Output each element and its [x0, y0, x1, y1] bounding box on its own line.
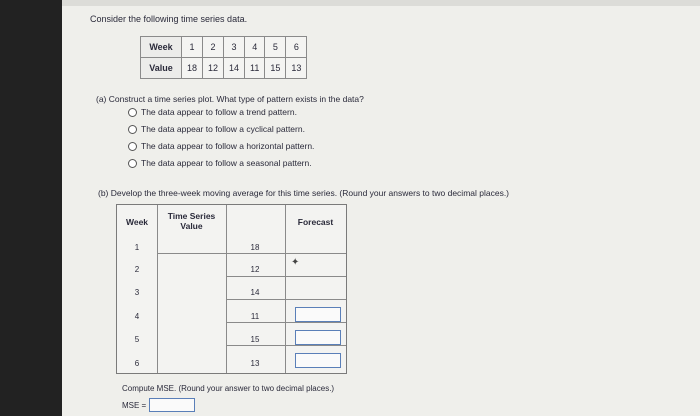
intro-text: Consider the following time series data. [90, 14, 248, 24]
row-week: 4 [134, 312, 140, 321]
option-seasonal[interactable] [128, 158, 312, 168]
screen-bezel [0, 0, 62, 416]
option-label: The data appear to follow a seasonal pattern. [141, 158, 312, 168]
forecast-input-week-4[interactable] [295, 307, 341, 322]
value-cell: 14 [224, 58, 245, 79]
col-header-value-line2: Value [180, 221, 203, 231]
moving-average-table [116, 204, 347, 374]
mse-label: MSE = [122, 400, 147, 410]
part-a-question: (a) Construct a time series plot. What type of pattern exists in the data? [96, 94, 364, 104]
row-value: 11 [250, 312, 260, 321]
row-divider [226, 345, 346, 346]
mse-input[interactable] [149, 398, 195, 412]
option-label: The data appear to follow a trend pattern. [141, 107, 297, 117]
value-cell: 12 [203, 58, 224, 79]
mse-row [122, 398, 195, 412]
option-label: The data appear to follow a horizontal pattern. [141, 141, 315, 151]
value-cell: 15 [265, 58, 286, 79]
radio-icon[interactable] [128, 142, 137, 151]
week-cell: 4 [245, 37, 265, 58]
option-horizontal[interactable] [128, 141, 314, 151]
col-header-week: Week [125, 217, 149, 227]
part-b-question: (b) Develop the three-week moving average for this time series. (Round your answers to two decimal places.) [98, 188, 510, 198]
week-header: Week [141, 37, 182, 58]
row-divider [226, 299, 346, 300]
row-value: 15 [250, 335, 260, 344]
col-header-value-line1: Time Series [167, 211, 216, 221]
option-trend[interactable] [128, 107, 297, 117]
row-divider [226, 276, 346, 277]
row-value: 14 [250, 288, 260, 297]
forecast-input-week-5[interactable] [295, 330, 341, 345]
column-divider [226, 205, 227, 373]
radio-icon[interactable] [128, 125, 137, 134]
value-cell: 13 [286, 58, 307, 79]
value-header: Value [141, 58, 182, 79]
value-cell: 11 [245, 58, 265, 79]
value-row [141, 58, 307, 79]
mse-question: Compute MSE. (Round your answer to two decimal places.) [122, 384, 335, 393]
row-value: 18 [250, 243, 260, 252]
row-value: 13 [250, 359, 260, 368]
col-header-value [157, 211, 226, 231]
week-cell: 3 [224, 37, 245, 58]
row-divider [226, 322, 346, 323]
time-series-data-table [140, 36, 307, 79]
column-divider [285, 205, 286, 373]
radio-icon[interactable] [128, 108, 137, 117]
week-cell: 5 [265, 37, 286, 58]
option-label: The data appear to follow a cyclical pattern. [141, 124, 305, 134]
row-value: 12 [250, 265, 260, 274]
week-cell: 6 [286, 37, 307, 58]
week-cell: 2 [203, 37, 224, 58]
row-week: 1 [134, 243, 140, 252]
week-cell: 1 [182, 37, 203, 58]
week-row [141, 37, 307, 58]
option-cyclical[interactable] [128, 124, 305, 134]
value-cell: 18 [182, 58, 203, 79]
forecast-input-week-6[interactable] [295, 353, 341, 368]
mouse-cursor-icon: ✦ [291, 257, 300, 268]
col-header-forecast: Forecast [297, 217, 334, 227]
row-week: 5 [134, 335, 140, 344]
question-page [62, 6, 700, 416]
row-divider [157, 253, 346, 254]
row-week: 6 [134, 359, 140, 368]
row-week: 2 [134, 265, 140, 274]
radio-icon[interactable] [128, 159, 137, 168]
row-week: 3 [134, 288, 140, 297]
